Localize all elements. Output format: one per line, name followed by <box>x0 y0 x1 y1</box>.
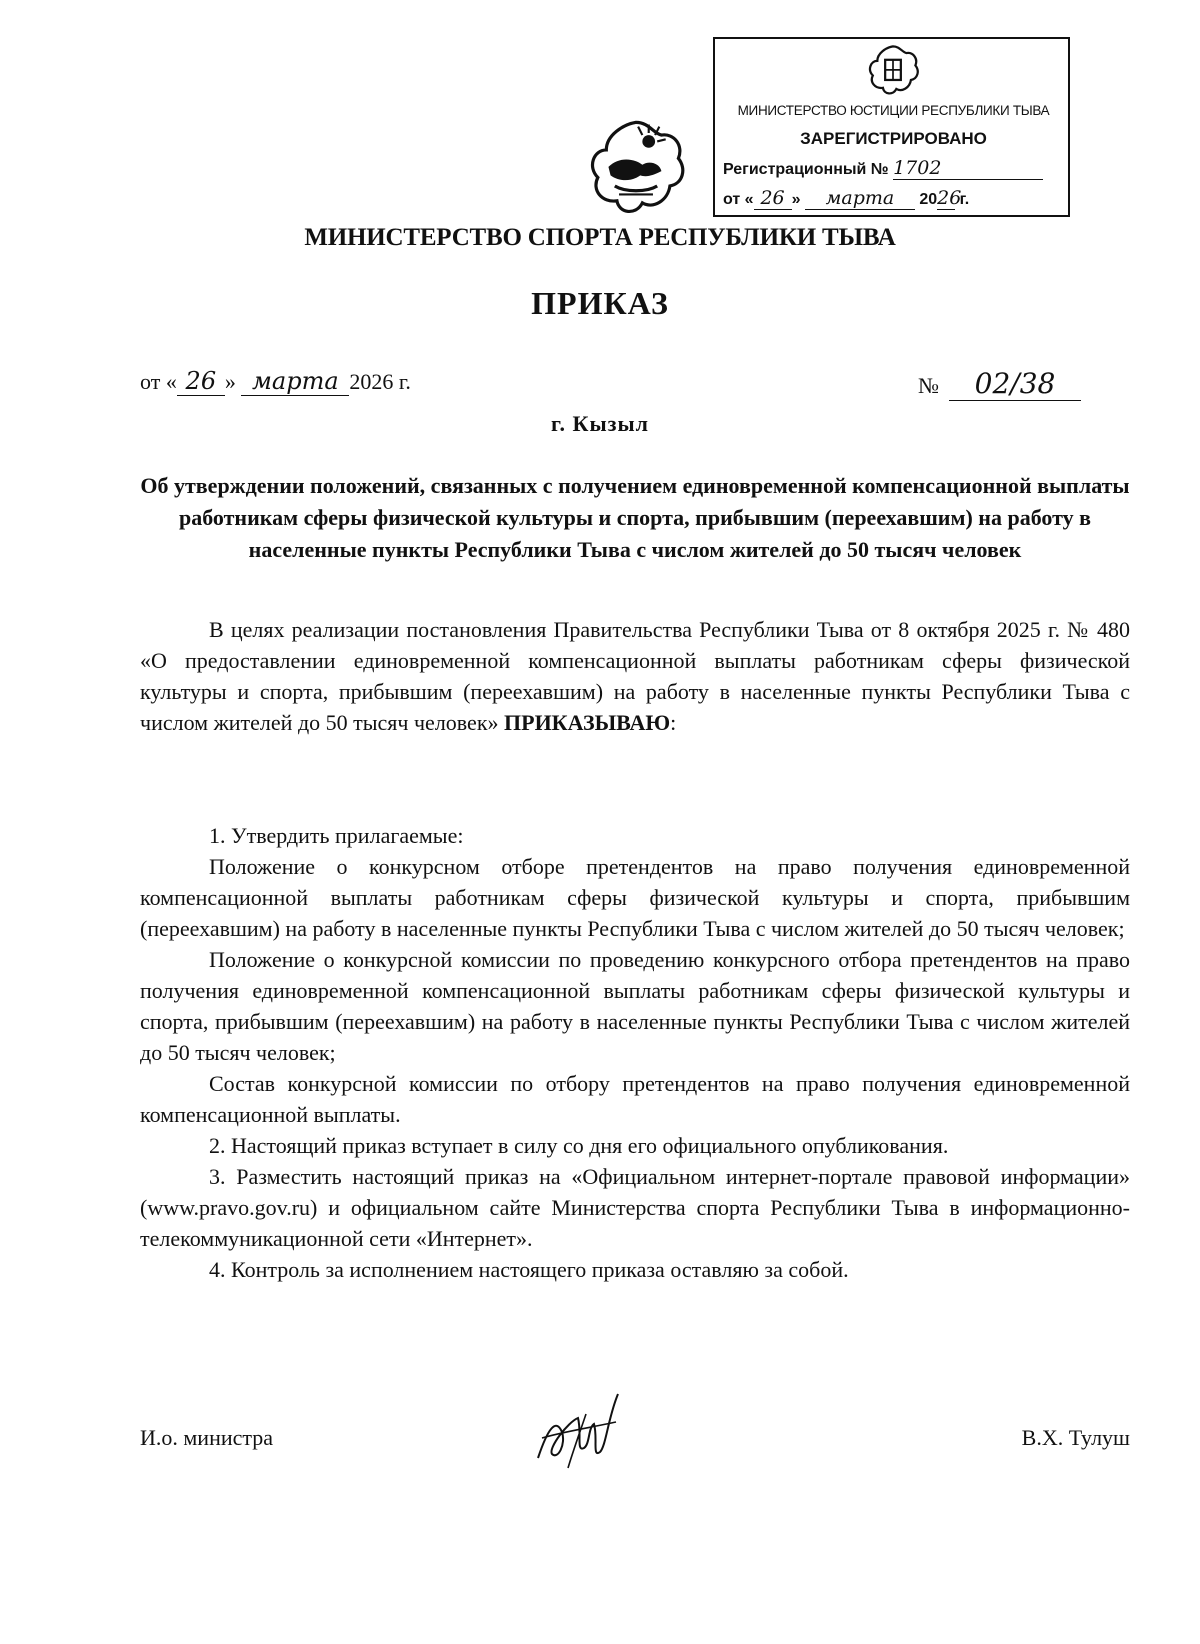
list-item: 1. Утвердить прилагаемые: <box>209 823 464 848</box>
stamp-date-day: 26 <box>754 187 792 210</box>
stamp-organization: МИНИСТЕРСТВО ЮСТИЦИИ РЕСПУБЛИКИ ТЫВА <box>737 103 1050 118</box>
registration-stamp <box>713 37 1070 217</box>
coat-of-arms-emblem <box>583 116 689 222</box>
stamp-emblem <box>865 43 921 99</box>
list-item: Положение о конкурсном отборе претендентов на право получения единовременной компенсационной выплаты работникам сферы физической культуры и спорта, прибывшим (переехавшим) на работу в населенные пункты Республики Тыва с числом жителей до 50 тысяч человек; <box>140 854 1130 941</box>
signatory-name: В.Х. Тулуш <box>1021 1425 1130 1450</box>
date-prefix: от « <box>140 369 177 394</box>
stamp-date-suffix: г. <box>959 191 970 208</box>
document-type: ПРИКАЗ <box>531 285 669 321</box>
stamp-reg-number: 1702 <box>893 157 1043 180</box>
stamp-date-row <box>723 187 969 210</box>
order-word: ПРИКАЗЫВАЮ <box>504 710 671 735</box>
stamp-status: ЗАРЕГИСТРИРОВАНО <box>800 129 987 148</box>
signatory-position: И.о. министра <box>140 1425 274 1450</box>
stamp-registration-row <box>723 157 1043 180</box>
ministry-name: МИНИСТЕРСТВО СПОРТА РЕСПУБЛИКИ ТЫВА <box>304 224 896 251</box>
list-item: Состав конкурсной комиссии по отбору претендентов на право получения единовременной компенсационной выплаты. <box>140 1071 1130 1127</box>
order-items <box>140 820 1130 1285</box>
number-label: № <box>918 373 939 398</box>
date-mid: » <box>224 369 236 394</box>
list-item: 4. Контроль за исполнением настоящего приказа оставляю за собой. <box>209 1257 849 1282</box>
stamp-date-month: марта <box>805 187 915 210</box>
preamble <box>140 614 1130 738</box>
list-item: 3. Разместить настоящий приказ на «Официальном интернет-портале правовой информации» (www.pravo.gov.ru) и официальном сайте Министерства спорта Республики Тыва в информационно-телекоммуникационной сети «Интернет». <box>140 1164 1130 1251</box>
order-colon: : <box>670 710 677 735</box>
order-date <box>140 367 411 396</box>
stamp-reg-label: Регистрационный № <box>723 161 889 178</box>
stamp-year-suffix: 26 <box>937 187 962 209</box>
number-value: 02/38 <box>949 367 1081 401</box>
preamble-text: В целях реализации постановления Правительства Республики Тыва от 8 октября 2025 г. № 480 «О предоставлении единовременной компенсационной выплаты работникам сферы физической культуры и спорта, прибывшим (переехавшим) на работу в населенные пункты Республики Тыва с числом жителей до 50 тысяч человек» <box>140 617 1130 735</box>
stamp-year-prefix: 20 <box>919 191 938 208</box>
city: г. Кызыл <box>551 411 649 436</box>
list-item: 2. Настоящий приказ вступает в силу со дня его официального опубликования. <box>209 1133 949 1158</box>
date-year: 2026 г. <box>349 369 411 394</box>
stamp-date-mid: » <box>791 191 801 208</box>
date-day: 26 <box>177 367 225 396</box>
order-subject: Об утверждении положений, связанных с получением единовременной компенсационной выплаты работникам сферы физической культуры и спорта, прибывшим (переехавшим) на работу в населенные пункты Республики Тыва с числом жителей до 50 тысяч человек <box>140 473 1130 562</box>
stamp-date-prefix: от « <box>723 191 754 208</box>
date-month: марта <box>241 367 349 396</box>
list-item: Положение о конкурсной комиссии по проведению конкурсного отбора претендентов на право получения единовременной компенсационной выплаты работникам сферы физической культуры и спорта, прибывшим (переехавшим) на работу в населенные пункты Республики Тыва с числом жителей до 50 тысяч человек; <box>140 947 1130 1065</box>
order-number <box>918 367 1081 401</box>
handwritten-signature <box>528 1388 628 1478</box>
